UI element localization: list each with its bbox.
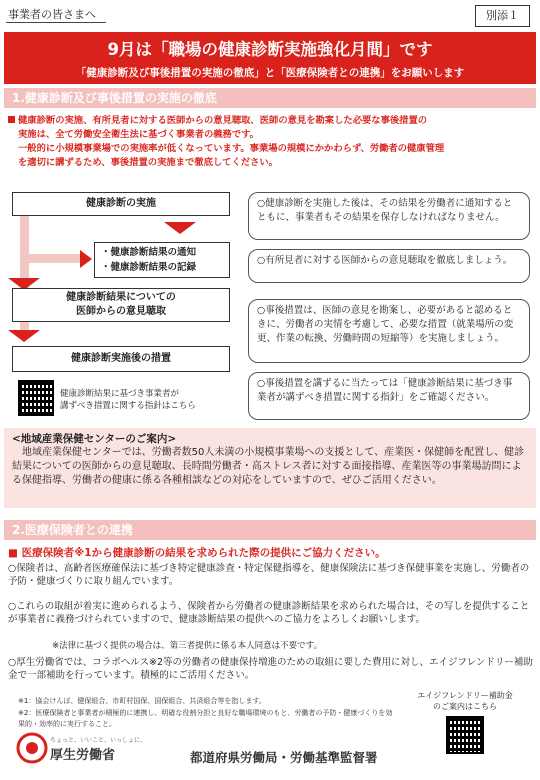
attachment-label: 別添１: [475, 5, 530, 27]
section1-heading: 1.健康診断及び事後措置の実施の徹底: [4, 88, 536, 108]
flow-step-notify-record: [94, 242, 230, 278]
flow-connector-line: [20, 322, 29, 330]
subsidy-qr-code[interactable]: [446, 716, 484, 754]
guideline-qr-caption: [60, 388, 196, 412]
info-body: 地域産業保健センターでは、労働者数50人未満の小規模事業場への支援として、産業医・保健師を配置し、健診結果についての医師からの意見聴取、長時間労働者・高ストレス者に対する面接指導、産業医等の事業場訪問による保健指導、労働者の健康に係る各種相談などの対応をしていますので、ぜひご活用ください。: [12, 447, 525, 486]
callout-notify: ○健康診断を実施した後は、その結果を労働者に通知するとともに、事業者もその結果を保存しなければなりません。: [248, 192, 530, 240]
flow-branch-line: [29, 254, 81, 263]
bureau-name: 都道府県労働局・労働基準監督署: [190, 750, 378, 765]
arrow-down-icon: [164, 222, 196, 234]
arrow-down-icon: [8, 330, 40, 342]
ministry-name: 厚生労働省: [50, 748, 116, 763]
audience-label: 事業者の皆さまへ: [8, 8, 96, 21]
title-banner: [4, 32, 536, 84]
qr-caption-line2: 講ずべき措置に関する指針はこちら: [60, 401, 196, 411]
mhlw-logo-icon: [16, 732, 48, 764]
consent-note: ※法律に基づく提供の場合は、第三者提供に係る本人同意は不要です。: [52, 641, 322, 651]
subsidy-caption-line2: のご案内はこちら: [433, 702, 497, 711]
regional-center-info-box: [4, 428, 536, 508]
qr-caption-line1: 健康診断結果に基づき事業者が: [60, 389, 180, 399]
cooperation-paragraph: ○これらの取組が着実に進められるよう、保険者から労働者の健康診断結果を求められた場合は、その写しを提供することが事業者に義務づけられていますので、健康診断結果の提供へのご協力をよろしくお願いします。: [8, 601, 530, 625]
subsidy-qr-caption: [400, 690, 530, 712]
callout-opinion: ○有所見者に対する医師からの意見聴取を徹底しましょう。: [248, 249, 530, 283]
flow-step-notify: ・健康診断結果の通知: [101, 247, 197, 258]
section2-subheading: ■ 医療保険者※1から健康診断の結果を求められた際の提供にご協力ください。: [8, 547, 386, 559]
audience-underline: [6, 22, 106, 23]
flow-step-checkup: 健康診断の実施: [12, 192, 230, 216]
intro-line-3: 一般的に小規模事業場での実施率が低くなっています。事業場の規模にかかわらず、労働者の健康管理: [18, 143, 445, 154]
info-heading: <地域産業保健センターのご案内>: [12, 433, 177, 445]
subsidy-caption-line1: エイジフレンドリー補助金: [417, 691, 513, 700]
page-subtitle: 「健康診断及び事後措置の実施の徹底」と「医療保険者との連携」をお願いします: [75, 67, 465, 79]
flow-step-followup: 健康診断実施後の措置: [12, 346, 230, 372]
ministry-tagline: ちょっと、いいこと、いっしょに、: [50, 737, 147, 744]
section1-intro: [8, 114, 532, 170]
flow-step-doctor-opinion-line2: 医師からの意見聴取: [76, 306, 166, 317]
footnote-1: ※1：協会けんぽ、健保組合、市町村国保、国保組合、共済組合等を指します。: [18, 697, 266, 705]
intro-line-4: を適切に講ずるため、事後措置の実施まで徹底してください。: [18, 157, 278, 168]
section2-heading: 2.医療保険者との連携: [4, 520, 536, 540]
callout-measures: ○事後措置は、医師の意見を勘案し、必要があると認めるときに、労働者の実情を考慮して、必要な措置（就業場所の変更、作業の転換、労働時間の短縮等）を実施しましょう。: [248, 299, 530, 363]
bullet-square-icon: [8, 116, 15, 123]
page-title: 9月は「職場の健康診断実施強化月間」です: [107, 40, 433, 59]
guideline-qr-code[interactable]: [18, 380, 54, 416]
insurer-paragraph: ○保険者は、高齢者医療確保法に基づき特定健康診査・特定保健指導を、健康保険法に基づき保健事業を実施し、労働者の予防・健康づくりに取り組んでいます。: [8, 563, 530, 587]
callout-guideline: ○事後措置を講ずるに当たっては「健康診断結果に基づき事業者が講ずべき措置に関する指針」をご確認ください。: [248, 372, 530, 420]
intro-line-1: 健康診断の実施、有所見者に対する医師からの意見聴取、医師の意見を勘案した必要な事後措置の: [18, 115, 428, 126]
arrow-right-icon: [80, 250, 92, 268]
flow-step-doctor-opinion: [12, 288, 230, 322]
intro-line-2: 実施は、全て労働安全衛生法に基づく事業者の義務です。: [18, 129, 259, 140]
flow-step-doctor-opinion-line1: 健康診断結果についての: [66, 292, 176, 303]
footnote-2: ※2：医療保険者と事業者が積極的に連携し、明確な役割分担と良好な職場環境のもと、労働者の予防・健康づくりを効果的・効率的に実行すること。: [18, 709, 393, 728]
subsidy-paragraph: ○厚生労働省では、コラボヘルス※2等の労働者の健康保持増進のための取組に要した費用に対し、エイジフレンドリー補助金で一部補助を行っています。積極的にご活用ください。: [8, 657, 533, 681]
flow-step-record: ・健康診断結果の記録: [101, 262, 197, 273]
